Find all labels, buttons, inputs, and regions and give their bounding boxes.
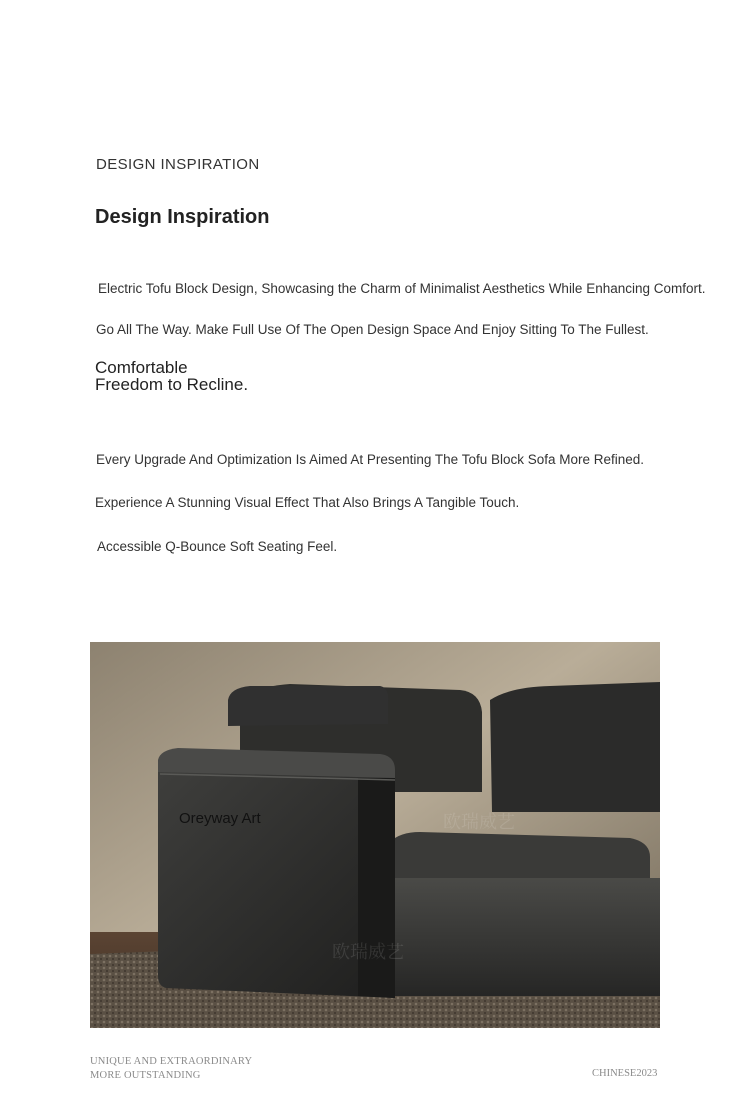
sofa-photo <box>90 642 660 1028</box>
description-line: Electric Tofu Block Design, Showcasing the Charm of Minimalist Aesthetics While Enhancing Comfort. <box>98 281 706 296</box>
subtitle-line: Freedom to Recline. <box>95 375 249 394</box>
subtitle-line: Comfortable <box>95 358 188 377</box>
watermark: 欧瑞威艺 <box>443 812 515 833</box>
footer-tagline <box>90 1055 252 1083</box>
footer-code: CHINESE2023 <box>592 1068 658 1079</box>
watermark: 欧瑞威艺 <box>332 942 404 963</box>
section-eyebrow: DESIGN INSPIRATION <box>96 156 260 173</box>
footer-tagline-line: UNIQUE AND EXTRAORDINARY <box>90 1056 253 1067</box>
footer-tagline-line: MORE OUTSTANDING <box>90 1070 201 1081</box>
feature-line: Experience A Stunning Visual Effect That Also Brings A Tangible Touch. <box>95 495 520 510</box>
feature-line: Accessible Q-Bounce Soft Seating Feel. <box>97 539 338 554</box>
brand-label: Oreyway Art <box>179 810 261 827</box>
sofa-illustration <box>90 642 660 1028</box>
description-line: Go All The Way. Make Full Use Of The Open Design Space And Enjoy Sitting To The Fullest. <box>96 322 649 337</box>
section-title: Design Inspiration <box>95 206 270 228</box>
subtitle <box>95 359 248 393</box>
feature-line: Every Upgrade And Optimization Is Aimed At Presenting The Tofu Block Sofa More Refined. <box>96 452 645 467</box>
